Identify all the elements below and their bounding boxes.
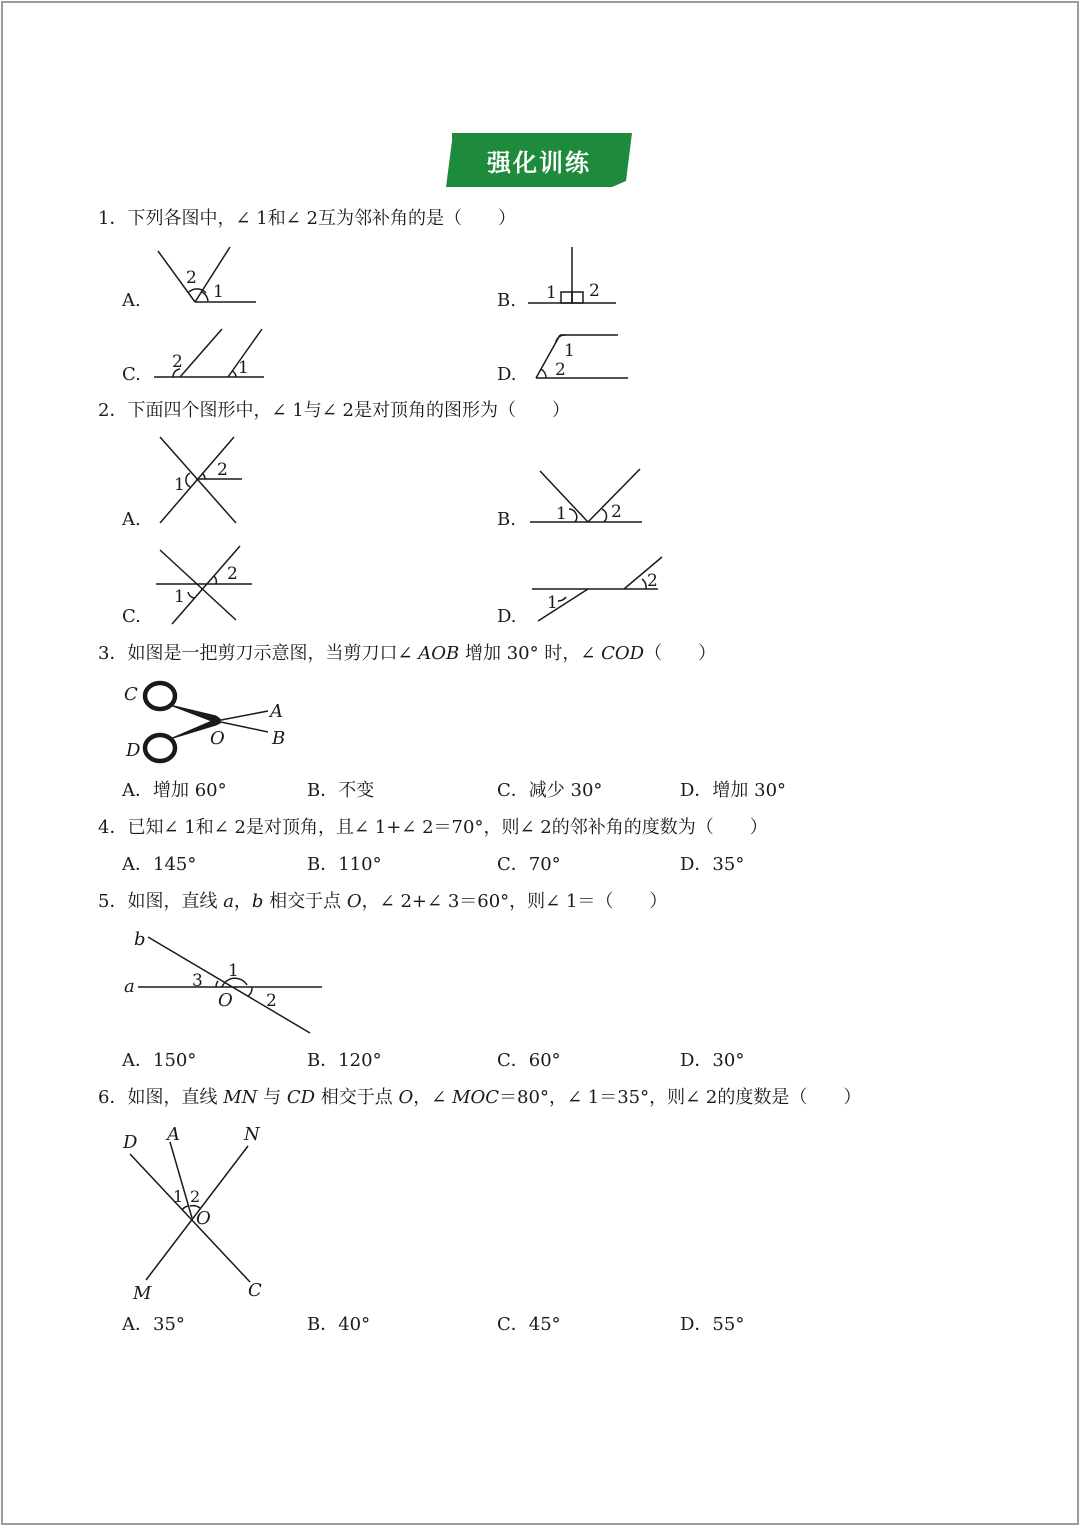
q5-figure — [120, 925, 330, 1037]
q6-figure — [118, 1122, 278, 1304]
q3-option-b[interactable]: B．不变 — [307, 780, 375, 801]
svg-text:2: 2 — [190, 1187, 201, 1206]
banner-title: 强化训练 — [487, 149, 591, 177]
q2-option-c[interactable]: C. — [122, 606, 141, 627]
svg-text:2: 2 — [186, 268, 197, 288]
svg-text:2: 2 — [555, 360, 566, 380]
svg-text:2: 2 — [266, 991, 277, 1011]
q1-figure-a — [150, 243, 270, 313]
svg-text:b: b — [134, 929, 146, 950]
q5-option-c[interactable]: C．60° — [497, 1050, 561, 1071]
svg-text:C: C — [248, 1280, 262, 1301]
section-banner — [446, 133, 632, 187]
q1-figure-d — [528, 325, 638, 385]
q1-option-b[interactable]: B. — [497, 290, 516, 311]
q1-option-a[interactable]: A. — [122, 290, 141, 311]
svg-text:2: 2 — [227, 564, 238, 584]
q6-option-c[interactable]: C．45° — [497, 1314, 561, 1335]
svg-text:1: 1 — [174, 475, 185, 495]
svg-text:2: 2 — [172, 352, 183, 372]
svg-text:A: A — [167, 1124, 180, 1145]
q4-option-d[interactable]: D．35° — [680, 854, 745, 875]
q2-figure-a — [150, 433, 250, 529]
svg-text:1: 1 — [556, 504, 567, 524]
question-2-stem: 2．下面四个图形中，∠ 1与∠ 2是对顶角的图形为（ ） — [98, 400, 570, 421]
q4-option-c[interactable]: C．70° — [497, 854, 561, 875]
svg-text:O: O — [218, 990, 233, 1011]
q6-option-b[interactable]: B．40° — [307, 1314, 371, 1335]
q4-option-a[interactable]: A．145° — [122, 854, 197, 875]
question-1-stem: 1．下列各图中，∠ 1和∠ 2互为邻补角的是（ ） — [98, 208, 516, 229]
svg-text:1: 1 — [546, 283, 557, 303]
question-3-stem: 3．如图是一把剪刀示意图，当剪刀口∠ AOB 增加 30° 时，∠ COD（ ） — [98, 643, 717, 664]
svg-text:2: 2 — [647, 571, 658, 591]
q3-option-c[interactable]: C．减少 30° — [497, 780, 603, 801]
question-4-stem: 4．已知∠ 1和∠ 2是对顶角，且∠ 1+∠ 2＝70°，则∠ 2的邻补角的度数为（ ） — [98, 817, 768, 838]
question-5-stem: 5．如图，直线 a，b 相交于点 O，∠ 2+∠ 3＝60°，则∠ 1＝（ ） — [98, 891, 668, 912]
q6-option-a[interactable]: A．35° — [122, 1314, 185, 1335]
svg-text:2: 2 — [611, 502, 622, 522]
svg-text:1: 1 — [228, 961, 239, 981]
svg-text:1: 1 — [174, 587, 185, 607]
q1-option-c[interactable]: C. — [122, 364, 141, 385]
svg-text:B: B — [272, 728, 286, 749]
q3-scissors-figure — [118, 676, 298, 768]
svg-text:M: M — [133, 1283, 152, 1304]
q2-option-a[interactable]: A. — [122, 509, 141, 530]
q4-option-b[interactable]: B．110° — [307, 854, 382, 875]
q5-option-d[interactable]: D．30° — [680, 1050, 745, 1071]
svg-text:a: a — [124, 976, 135, 997]
svg-text:O: O — [210, 728, 225, 749]
q2-figure-c — [150, 542, 260, 627]
svg-text:1: 1 — [238, 358, 249, 378]
question-6-stem: 6．如图，直线 MN 与 CD 相交于点 O，∠ MOC＝80°，∠ 1＝35°，则∠ 2的度数是（ ） — [98, 1087, 862, 1108]
q2-option-b[interactable]: B. — [497, 509, 516, 530]
q3-option-a[interactable]: A．增加 60° — [122, 780, 227, 801]
q6-option-d[interactable]: D．55° — [680, 1314, 745, 1335]
q5-option-b[interactable]: B．120° — [307, 1050, 382, 1071]
svg-text:1: 1 — [213, 282, 224, 302]
q2-option-d[interactable]: D. — [497, 606, 517, 627]
svg-text:1: 1 — [173, 1187, 184, 1206]
svg-text:2: 2 — [589, 281, 600, 301]
svg-text:1: 1 — [564, 341, 575, 361]
svg-text:C: C — [124, 684, 138, 705]
q2-figure-b — [528, 465, 648, 530]
svg-text:3: 3 — [192, 971, 203, 991]
svg-text:A: A — [270, 701, 283, 722]
svg-text:O: O — [196, 1208, 211, 1229]
q3-option-d[interactable]: D．增加 30° — [680, 780, 787, 801]
q1-figure-b — [528, 243, 628, 313]
q2-figure-d — [528, 553, 668, 625]
q5-option-a[interactable]: A．150° — [122, 1050, 197, 1071]
svg-text:2: 2 — [217, 460, 228, 480]
svg-text:1: 1 — [547, 593, 558, 613]
svg-text:D: D — [123, 1132, 138, 1153]
svg-text:D: D — [126, 740, 141, 761]
q1-option-d[interactable]: D. — [497, 364, 517, 385]
q1-figure-c — [150, 325, 270, 385]
svg-text:N: N — [244, 1124, 260, 1145]
